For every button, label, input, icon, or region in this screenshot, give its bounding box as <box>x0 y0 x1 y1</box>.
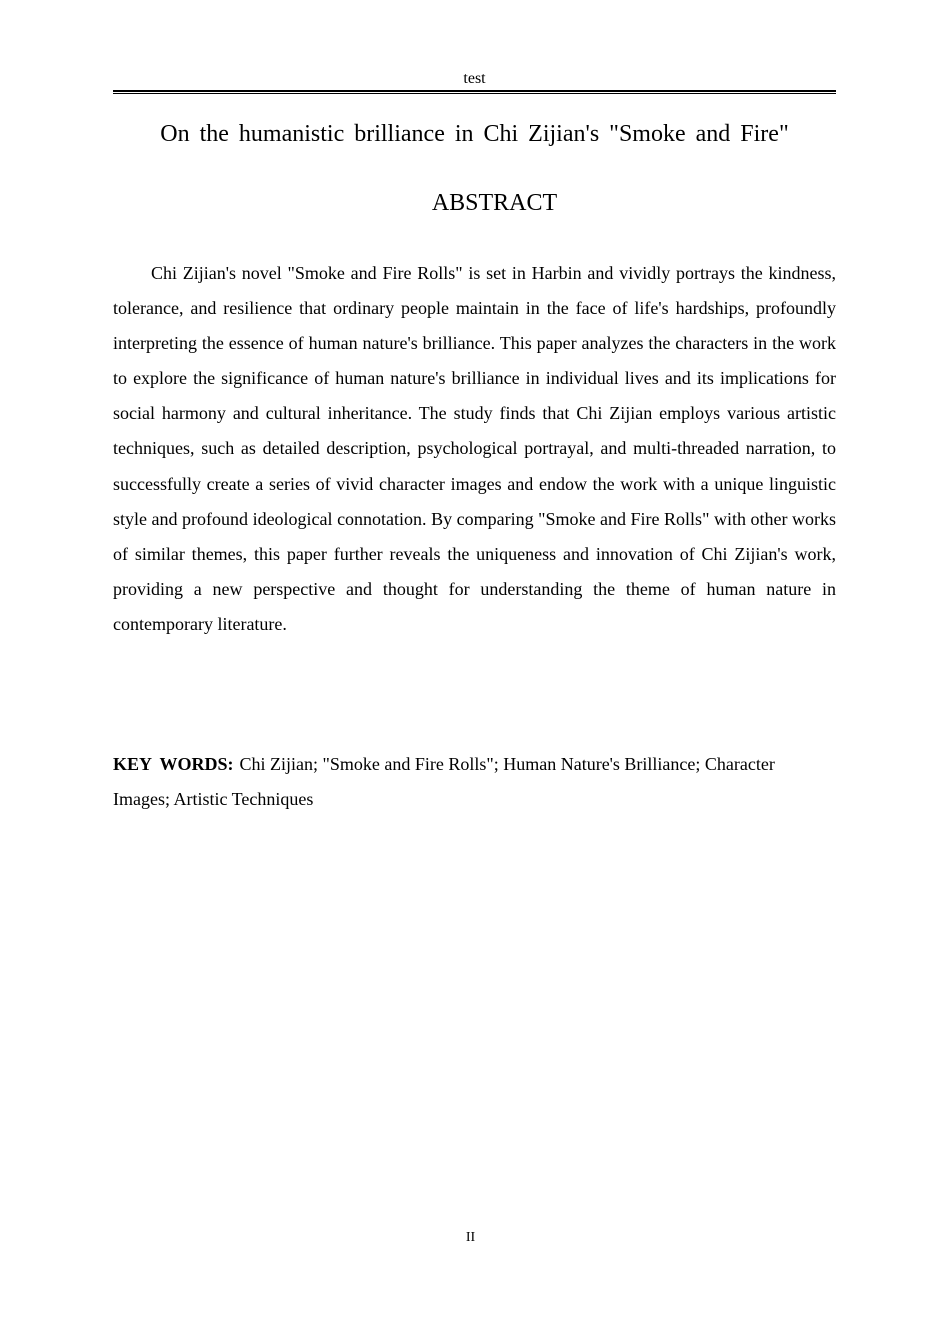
abstract-heading: ABSTRACT <box>431 190 558 216</box>
header-divider <box>113 90 836 94</box>
paper-title: On the humanistic brilliance in Chi Zijian's "Smoke and Fire" <box>160 121 789 147</box>
keywords-paragraph <box>113 747 836 817</box>
header-text: test <box>463 70 486 87</box>
page-number: II <box>465 1230 476 1245</box>
keywords-text: Chi Zijian; "Smoke and Fire Rolls"; Human Nature's Brilliance; Character Images; Artistic Techniques <box>113 754 775 809</box>
keywords-label: KEY WORDS: <box>113 754 234 774</box>
abstract-body: Chi Zijian's novel "Smoke and Fire Rolls" is set in Harbin and vividly portrays the kindness, tolerance, and resilience that ordinary people maintain in the face of life's hardships, profoundly interpreting the essence of human nature's brilliance. This paper analyzes the characters in the work to explore the significance of human nature's brilliance in individual lives and its implications for social harmony and cultural inheritance. The study finds that Chi Zijian employs various artistic techniques, such as detailed description, psychological portrayal, and multi-threaded narration, to successfully create a series of vivid character images and endow the work with a unique linguistic style and profound ideological connotation. By comparing "Smoke and Fire Rolls" with other works of similar themes, this paper further reveals the uniqueness and innovation of Chi Zijian's work, providing a new perspective and thought for understanding the theme of human nature in contemporary literature. <box>113 263 836 634</box>
